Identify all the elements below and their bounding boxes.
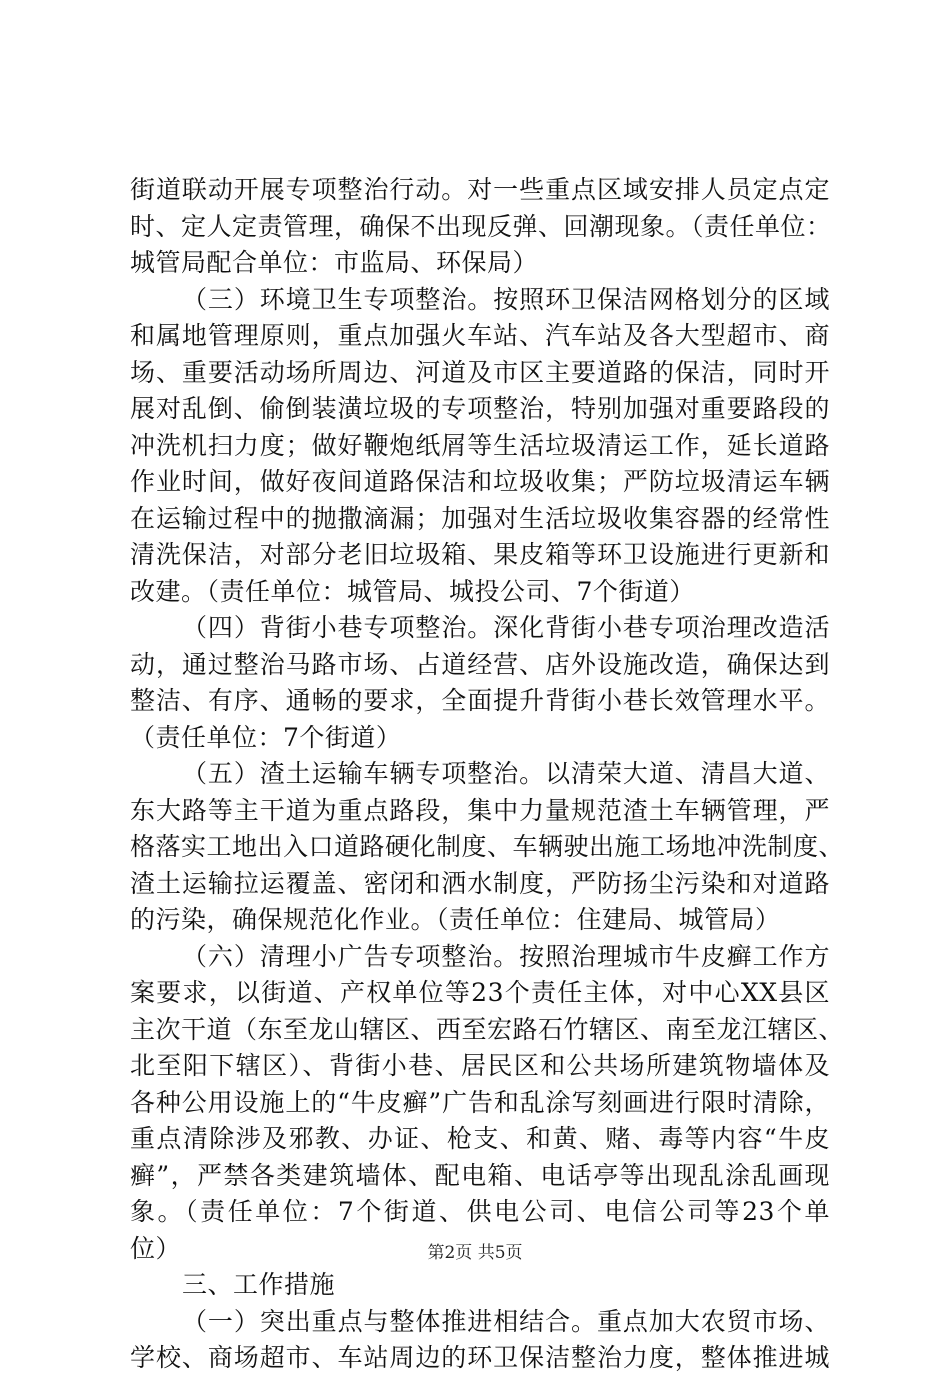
text-line: 清洗保洁，对部分老旧垃圾箱、果皮箱等环卫设施进行更新和 bbox=[130, 540, 830, 569]
paragraph-heading-line: （六）清理小广告专项整治。按照治理城市牛皮癣工作方 bbox=[182, 941, 830, 971]
text-line: 主次干道（东至龙山辖区、西至宏路石竹辖区、南至龙江辖区、 bbox=[130, 1014, 845, 1044]
text-line: 北至阳下辖区）、背街小巷、居民区和公共场所建筑物墙体及 bbox=[130, 1051, 830, 1080]
text-line: 改建。（责任单位：城管局、城投公司、7个街道） bbox=[130, 576, 695, 606]
section-heading: 三、工作措施 bbox=[182, 1270, 336, 1299]
text-line: 东大路等主干道为重点路段，集中力量规范渣土车辆管理，严 bbox=[130, 795, 830, 825]
paragraph-heading-line: （一）突出重点与整体推进相结合。重点加大农贸市场、 bbox=[182, 1306, 830, 1336]
text-line: 象。（责任单位：7个街道、供电公司、电信公司等23个单 bbox=[130, 1197, 830, 1226]
text-line: 在运输过程中的抛撒滴漏；加强对生活垃圾收集容器的经常性 bbox=[130, 503, 830, 533]
text-line: 学校、商场超市、车站周边的环卫保洁整治力度，整体推进城 bbox=[130, 1343, 830, 1372]
text-line: 渣土运输拉运覆盖、密闭和洒水制度，严防扬尘污染和对道路 bbox=[130, 868, 830, 898]
text-line: 场、重要活动场所周边、河道及市区主要道路的保洁，同时开 bbox=[130, 357, 830, 387]
text-line: （责任单位：7个街道） bbox=[130, 722, 402, 752]
text-line: 动，通过整治马路市场、占道经营、店外设施改造，确保达到 bbox=[130, 649, 830, 679]
text-line: 城管局配合单位：市监局、环保局） bbox=[130, 248, 539, 277]
text-line: 作业时间，做好夜间道路保洁和垃圾收集；严防垃圾清运车辆 bbox=[130, 467, 830, 496]
text-line: 案要求，以街道、产权单位等23个责任主体，对中心XX县区 bbox=[130, 978, 830, 1007]
document-body bbox=[130, 172, 845, 1377]
text-line: 和属地管理原则，重点加强火车站、汽车站及各大型超市、商 bbox=[130, 321, 830, 350]
text-line: 位） bbox=[130, 1233, 182, 1263]
text-line: 的污染，确保规范化作业。（责任单位：住建局、城管局） bbox=[130, 905, 781, 934]
text-line: 整洁、有序、通畅的要求，全面提升背街小巷长效管理水平。 bbox=[130, 686, 830, 715]
paragraph-heading-line: （四）背街小巷专项整治。深化背街小巷专项治理改造活 bbox=[182, 613, 830, 642]
text-line: 重点清除涉及邪教、办证、枪支、和黄、赌、毒等内容“牛皮 bbox=[130, 1124, 830, 1153]
text-line: 街道联动开展专项整治行动。对一些重点区域安排人员定点定 bbox=[130, 175, 830, 204]
paragraph-heading-line: （三）环境卫生专项整治。按照环卫保洁网格划分的区域 bbox=[182, 284, 830, 314]
text-line: 冲洗机扫力度；做好鞭炮纸屑等生活垃圾清运工作，延长道路 bbox=[130, 430, 830, 460]
text-line: 癣”，严禁各类建筑墙体、配电箱、电话亭等出现乱涂乱画现 bbox=[130, 1160, 830, 1190]
text-line: 格落实工地出入口道路硬化制度、车辆驶出施工场地冲洗制度、 bbox=[130, 832, 845, 861]
page-number-footer: 第2页 共5页 bbox=[427, 1243, 523, 1263]
text-line: 展对乱倒、偷倒装潢垃圾的专项整治，特别加强对重要路段的 bbox=[130, 394, 830, 423]
text-line: 时、定人定责管理，确保不出现反弹、回潮现象。（责任单位： bbox=[130, 211, 832, 241]
text-line: 各种公用设施上的“牛皮癣”广告和乱涂写刻画进行限时清除， bbox=[130, 1087, 830, 1117]
paragraph-heading-line: （五）渣土运输车辆专项整治。以清荣大道、清昌大道、 bbox=[182, 759, 830, 788]
